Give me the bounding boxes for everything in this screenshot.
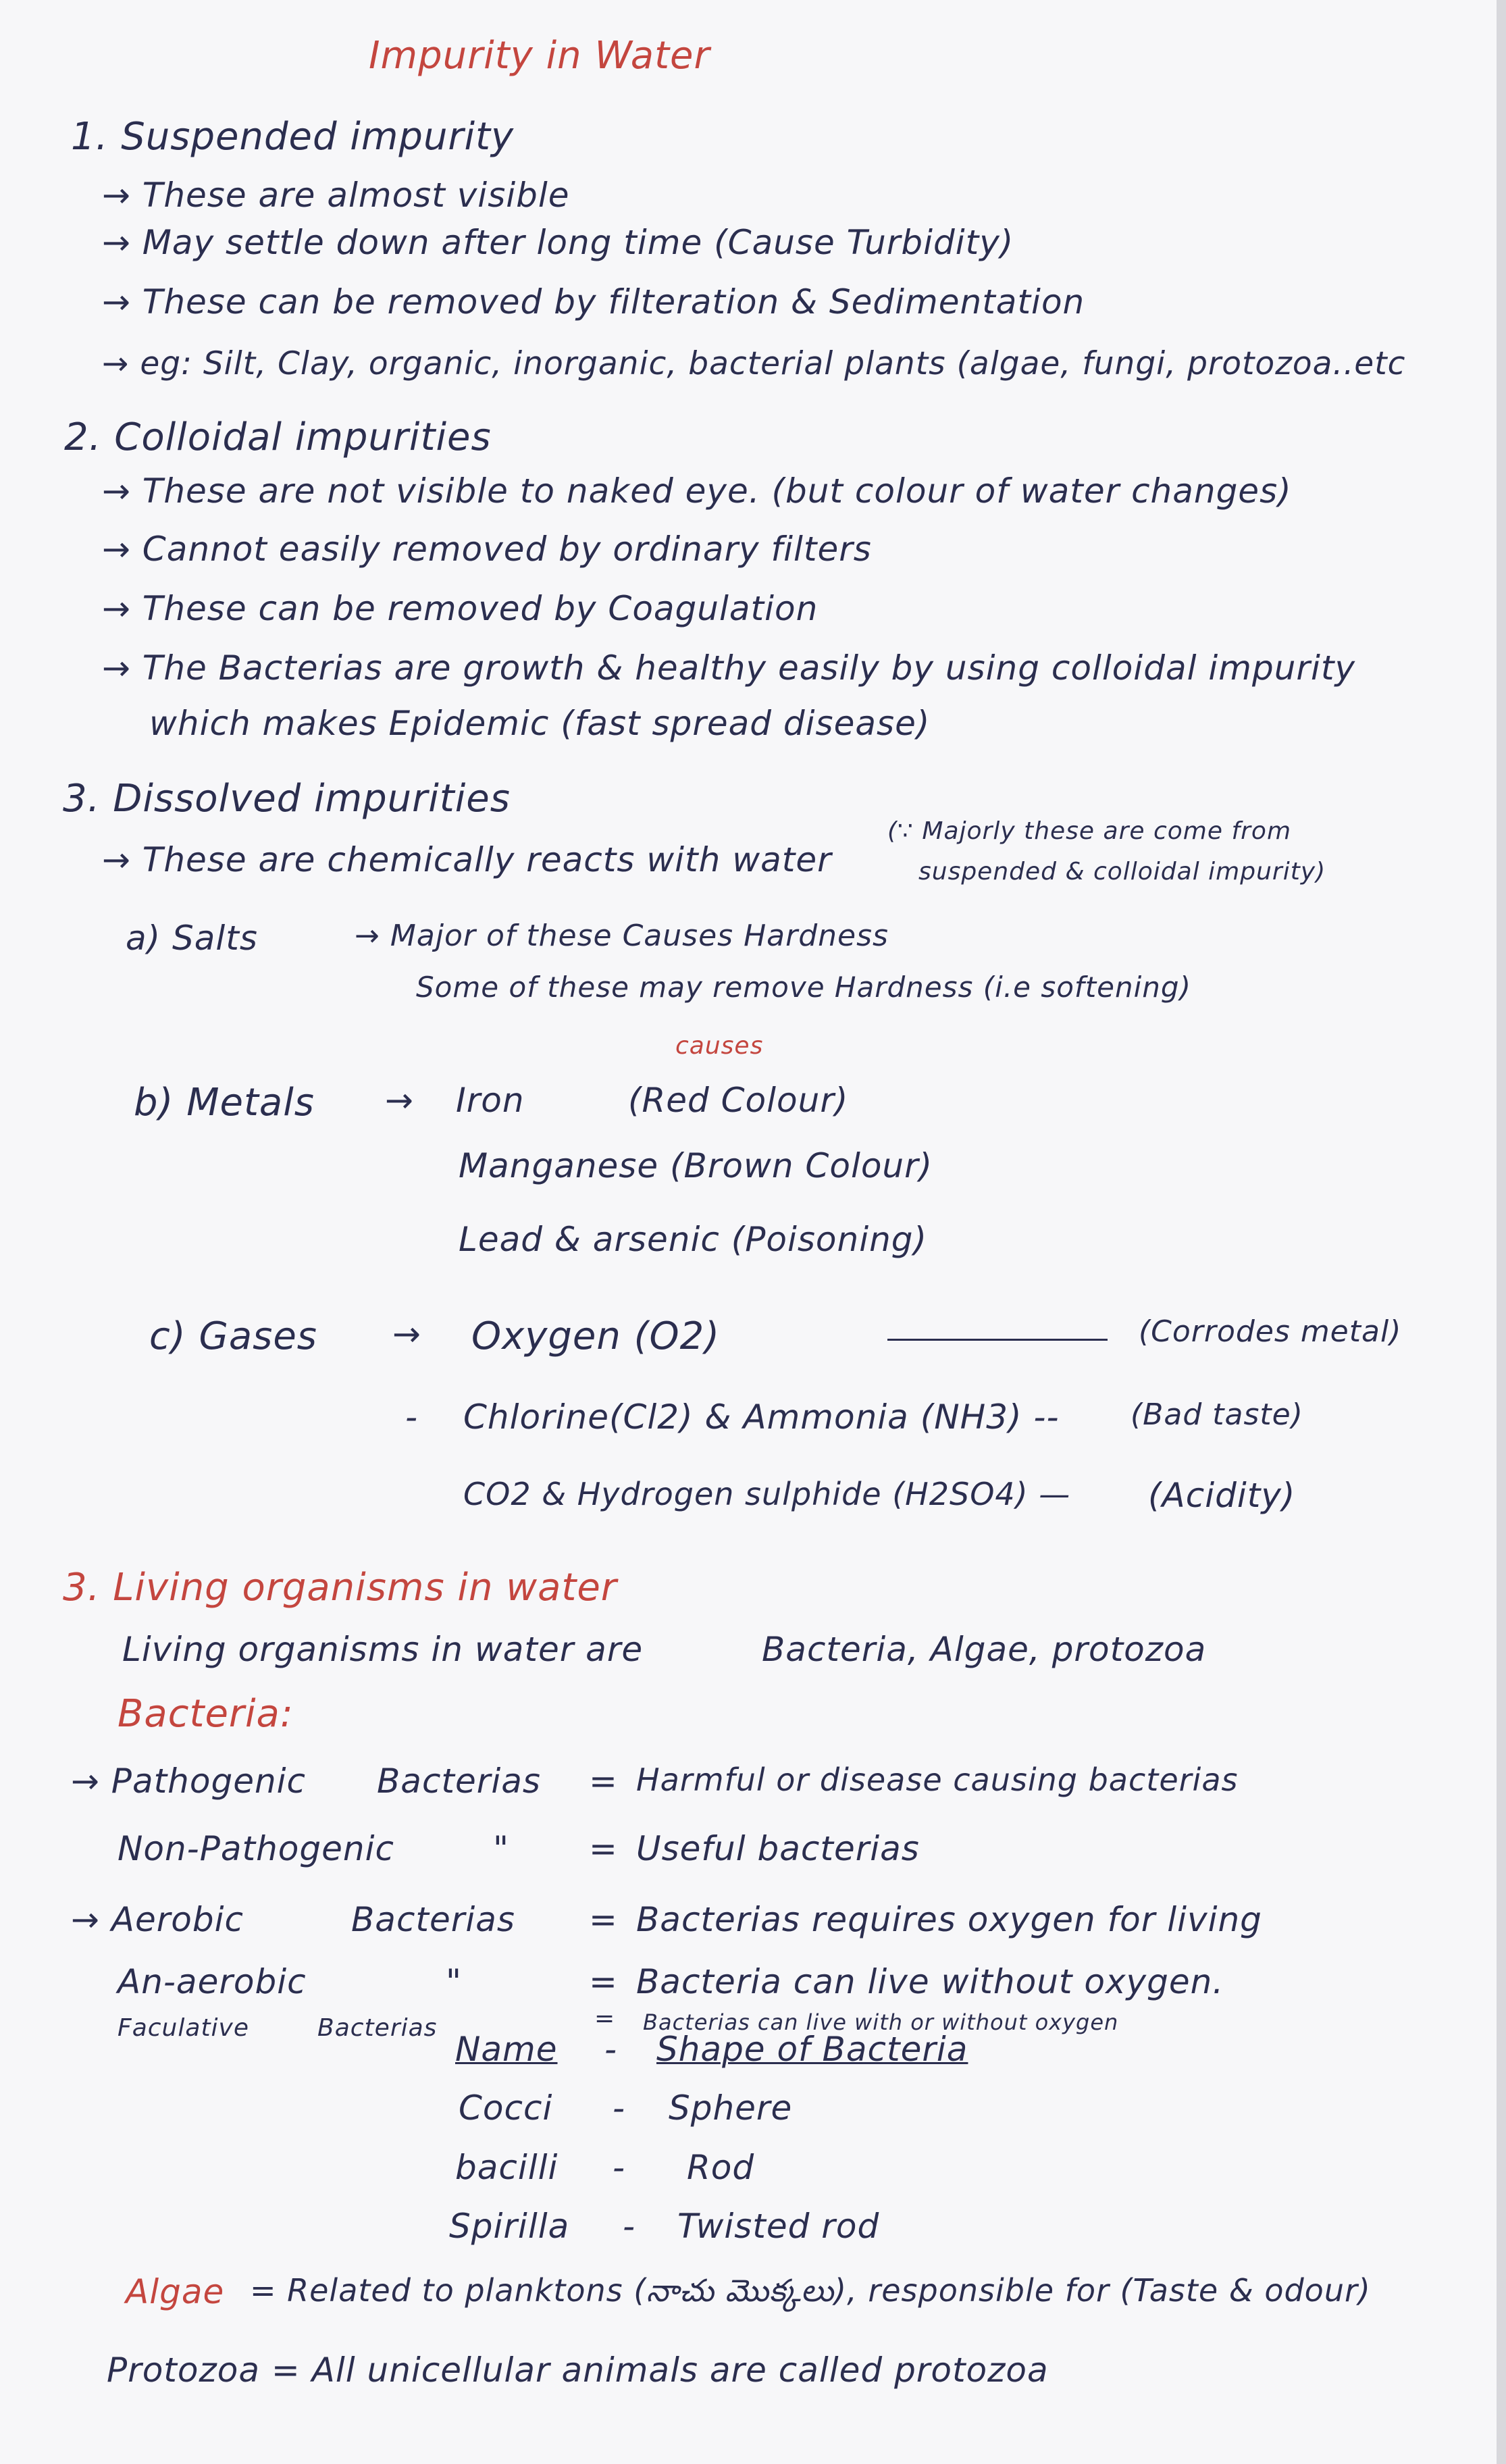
type-word: " [493, 1829, 509, 1868]
salts-line: Some of these may remove Hardness (i.e softening) [416, 971, 1191, 1004]
gas-name: Chlorine(Cl2) & Ammonia (NH3) -- [463, 1397, 1060, 1437]
metal-effect: (Red Colour) [628, 1081, 849, 1120]
list-item: → The Bacterias are growth & healthy easily by using colloidal impurity [102, 648, 1356, 688]
metals-label: b) Metals [134, 1081, 315, 1125]
metal-name: Iron [456, 1081, 525, 1120]
page-edge [1497, 0, 1506, 2464]
algae-label: Algae [126, 2272, 225, 2311]
heading-living: 3. Living organisms in water [63, 1566, 617, 1610]
type-word: Bacterias [377, 1762, 541, 1801]
gas-effect: (Bad taste) [1131, 1397, 1303, 1432]
type-name: Faculative [118, 2014, 250, 2042]
algae-text: = Related to planktons (నాచు మొక్కలు), responsible for (Taste & odour) [250, 2272, 1371, 2309]
list-item: → Cannot easily removed by ordinary filters [102, 530, 872, 569]
side-note: (∵ Majorly these are come from [887, 817, 1292, 845]
heading-dissolved: 3. Dissolved impurities [63, 777, 511, 821]
equals: = [589, 1829, 618, 1868]
type-word: " [446, 1962, 462, 2001]
bacteria-shape: Rod [687, 2148, 755, 2187]
bacteria-name: Spirilla [449, 2207, 570, 2246]
bacteria-shape: Twisted rod [677, 2207, 880, 2246]
list-item: → May settle down after long time (Cause Turbidity) [102, 223, 1014, 262]
type-name: → Aerobic [71, 1900, 244, 1939]
list-item: → These are not visible to naked eye. (but colour of water changes) [102, 471, 1292, 511]
list-item: → These are chemically reacts with water [102, 840, 832, 879]
intro-text: Living organisms in water are [122, 1630, 644, 1669]
type-word: Bacterias [317, 2014, 438, 2042]
metal-name: Manganese (Brown Colour) [459, 1146, 933, 1185]
shape-header-shape: Shape of Bacteria [656, 2030, 968, 2069]
page-title: Impurity in Water [369, 34, 710, 78]
type-desc: Bacteria can live without oxygen. [636, 1962, 1224, 2001]
list-item: which makes Epidemic (fast spread disease) [149, 704, 931, 743]
bacteria-shape: Sphere [669, 2088, 793, 2128]
dash: - [613, 2088, 626, 2128]
dash: - [405, 1397, 419, 1437]
gas-effect: (Corrodes metal) [1139, 1314, 1402, 1349]
bacteria-heading: Bacteria: [118, 1692, 294, 1736]
list-item: → eg: Silt, Clay, organic, inorganic, bacterial plants (algae, fungi, protozoa..etc [102, 345, 1406, 382]
type-desc: Useful bacterias [636, 1829, 920, 1868]
type-word: Bacterias [351, 1900, 515, 1939]
causes-note: causes [675, 1032, 764, 1060]
protozoa-text: Protozoa = All unicellular animals are called protozoa [107, 2351, 1049, 2390]
type-desc: Harmful or disease causing bacterias [636, 1762, 1239, 1798]
bacteria-name: Cocci [459, 2088, 553, 2128]
list-item: → These can be removed by Coagulation [102, 589, 819, 628]
equals: = [589, 1962, 618, 2001]
salts-line: → Major of these Causes Hardness [355, 919, 889, 953]
dash: - [604, 2030, 618, 2069]
intro-list: Bacteria, Algae, protozoa [762, 1630, 1207, 1669]
type-desc: Bacterias can live with or without oxygen [643, 2009, 1119, 2035]
shape-header-name: Name [455, 2030, 558, 2069]
gas-name: CO2 & Hydrogen sulphide (H2SO4) — [463, 1476, 1071, 1512]
gases-label: c) Gases [149, 1314, 317, 1358]
metal-name: Lead & arsenic (Poisoning) [459, 1220, 928, 1259]
equals: = [594, 2005, 616, 2032]
heading-colloidal: 2. Colloidal impurities [64, 415, 492, 459]
bacteria-name: bacilli [455, 2148, 559, 2187]
list-item: → These can be removed by filteration & Sedimentation [102, 282, 1085, 322]
type-desc: Bacterias requires oxygen for living [636, 1900, 1262, 1939]
arrow: → [392, 1314, 421, 1354]
type-name: An-aerobic [118, 1962, 307, 2001]
arrow: → [385, 1081, 414, 1120]
equals: = [589, 1762, 618, 1801]
dash: - [613, 2148, 626, 2187]
type-name: → Pathogenic [71, 1762, 307, 1801]
heading-suspended: 1. Suspended impurity [71, 115, 515, 159]
connector-line [887, 1339, 1108, 1341]
gas-effect: (Acidity) [1148, 1476, 1296, 1515]
salts-label: a) Salts [126, 919, 258, 958]
type-name: Non-Pathogenic [118, 1829, 394, 1868]
list-item: → These are almost visible [102, 176, 570, 215]
side-note: suspended & colloidal impurity) [918, 858, 1326, 886]
dash: - [623, 2207, 636, 2246]
equals: = [589, 1900, 618, 1939]
gas-name: Oxygen (O2) [471, 1314, 721, 1358]
